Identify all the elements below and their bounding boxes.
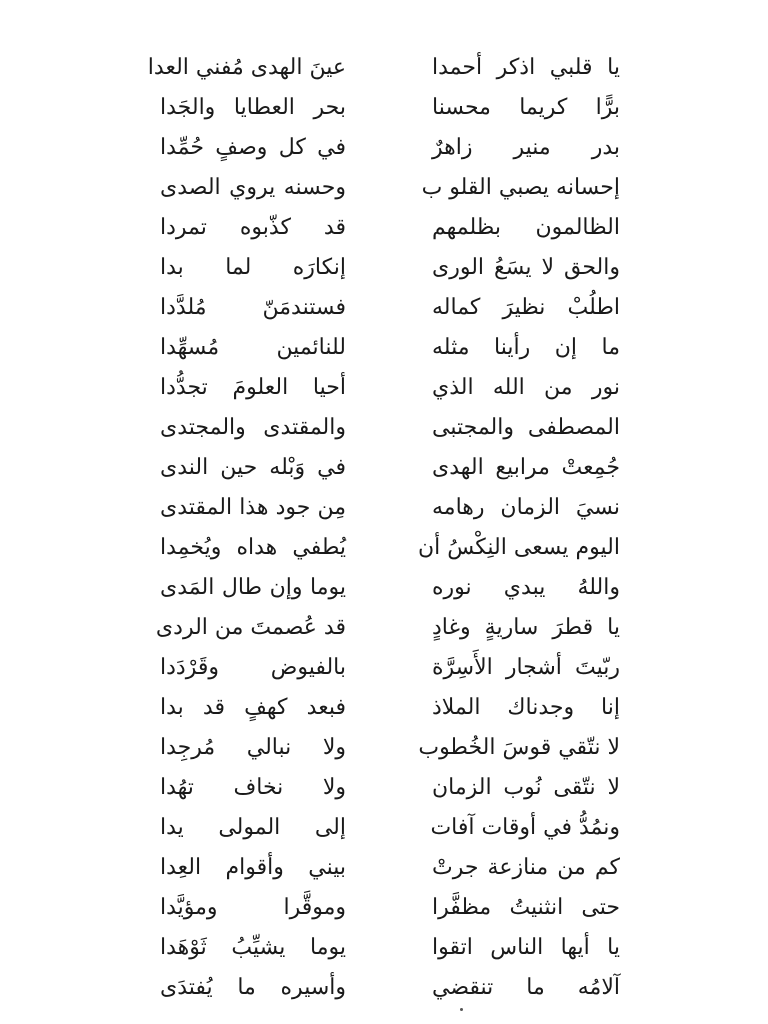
- verse: [0, 528, 768, 568]
- verse-second-hemistich: يوما وإن طال المَدى: [160, 575, 346, 600]
- verse-first-hemistich: يا قطرَ ساريةٍ وغادٍ: [432, 615, 620, 640]
- verse-second-hemistich: بحر العطايا والجَدا: [160, 95, 346, 120]
- verse: [0, 48, 768, 88]
- verse-second-hemistich: أحيا العلومَ تجدُّدا: [160, 375, 346, 400]
- verse: [0, 208, 768, 248]
- verse: [0, 448, 768, 488]
- verse-first-hemistich: نسيَ الزمان رهامه: [432, 495, 620, 520]
- verse-second-hemistich: وموقَّرا ومؤيَّدا: [160, 895, 346, 920]
- verse-second-hemistich: بيني وأقوام العِدا: [160, 855, 346, 880]
- verse-second-hemistich: في كل وصفٍ حُمِّدا: [160, 135, 346, 160]
- verse: [0, 288, 768, 328]
- verse: [0, 368, 768, 408]
- verse: [0, 128, 768, 168]
- verse-second-hemistich: ولا نخاف تهُدا: [160, 775, 346, 800]
- verse-second-hemistich: والمقتدى والمجتدى: [160, 415, 346, 440]
- verse: [0, 328, 768, 368]
- verse-second-hemistich: وأسيره ما يُفتدَى: [160, 975, 346, 1000]
- verse-second-hemistich: قد عُصمتَ من الردى: [155, 615, 346, 640]
- verse: [0, 568, 768, 608]
- verse: [0, 968, 768, 1008]
- verse-second-hemistich: يوما يشيِّبُ ثَوْهَدا: [160, 935, 346, 960]
- verse-second-hemistich: عينَ الهدى مُفني العدا: [147, 55, 346, 80]
- verse: [0, 808, 768, 848]
- verse-second-hemistich: فبعد كهفٍ قد بدا: [160, 695, 346, 720]
- verse-second-hemistich: فستندمَنّ مُلدَّدا: [160, 295, 346, 320]
- verse-first-hemistich: بدر منير زاهرٌ: [432, 135, 620, 160]
- verse-first-hemistich: برًّا كريما محسنا: [432, 95, 620, 120]
- verse-first-hemistich: نور من الله الذي: [432, 375, 620, 400]
- verse-second-hemistich: قد كذّبوه تمردا: [160, 215, 346, 240]
- verse-second-hemistich: يُطفي هداه ويُخمِدا: [160, 535, 346, 560]
- verse-first-hemistich: جُمِعتْ مرابيع الهدى: [432, 455, 620, 480]
- verse: [0, 688, 768, 728]
- ink-speck: [460, 1008, 463, 1011]
- verse-first-hemistich: لا نتّقي قوسَ الخُطوب: [418, 735, 620, 760]
- verse-first-hemistich: يا قلبي اذكر أحمدا: [432, 55, 620, 80]
- verse-second-hemistich: في وَبْله حين الندى: [160, 455, 346, 480]
- verse: [0, 248, 768, 288]
- verse: [0, 768, 768, 808]
- poem-body: [0, 48, 768, 1008]
- verse-first-hemistich: كم من منازعة جرتْ: [432, 855, 620, 880]
- verse: [0, 848, 768, 888]
- verse-second-hemistich: وحسنه يروي الصدى: [160, 175, 346, 200]
- verse-first-hemistich: ربّيتَ أشجار الأَسِرَّة: [432, 655, 620, 680]
- verse-second-hemistich: إلى المولى يدا: [160, 815, 346, 840]
- verse-first-hemistich: ونمُدُّ في أوقات آفات: [430, 815, 620, 840]
- verse-first-hemistich: ما إن رأينا مثله: [432, 335, 620, 360]
- verse-first-hemistich: واللهُ يبدي نوره: [432, 575, 620, 600]
- verse-first-hemistich: اليوم يسعى النِكْسُ أن: [417, 535, 620, 560]
- verse: [0, 648, 768, 688]
- verse: [0, 888, 768, 928]
- verse-first-hemistich: المصطفى والمجتبى: [432, 415, 620, 440]
- verse-second-hemistich: ولا نبالي مُرجِدا: [160, 735, 346, 760]
- verse: [0, 728, 768, 768]
- verse-first-hemistich: حتى انثنيتُ مظفَّرا: [432, 895, 620, 920]
- verse: [0, 88, 768, 128]
- verse: [0, 168, 768, 208]
- verse-first-hemistich: الظالمون بظلمهم: [432, 215, 620, 240]
- verse-first-hemistich: إحسانه يصبي القلو ب: [421, 175, 620, 200]
- verse-second-hemistich: مِن جود هذا المقتدى: [160, 495, 346, 520]
- verse-first-hemistich: لا نتّقى نُوب الزمان: [432, 775, 620, 800]
- verse-first-hemistich: اطلُبْ نظيرَ كماله: [432, 295, 620, 320]
- verse: [0, 928, 768, 968]
- verse-first-hemistich: يا أيها الناس اتقوا: [432, 935, 620, 960]
- verse-first-hemistich: آلامُه ما تنقضي: [432, 975, 620, 1000]
- verse-first-hemistich: إنا وجدناك الملاذ: [432, 695, 620, 720]
- verse: [0, 488, 768, 528]
- verse-second-hemistich: بالفيوض وقَرْدَدا: [160, 655, 346, 680]
- verse-second-hemistich: للنائمين مُسهِّدا: [160, 335, 346, 360]
- verse-second-hemistich: إنكارَه لما بدا: [160, 255, 346, 280]
- verse: [0, 608, 768, 648]
- verse: [0, 408, 768, 448]
- verse-first-hemistich: والحق لا يسَعُ الورى: [432, 255, 620, 280]
